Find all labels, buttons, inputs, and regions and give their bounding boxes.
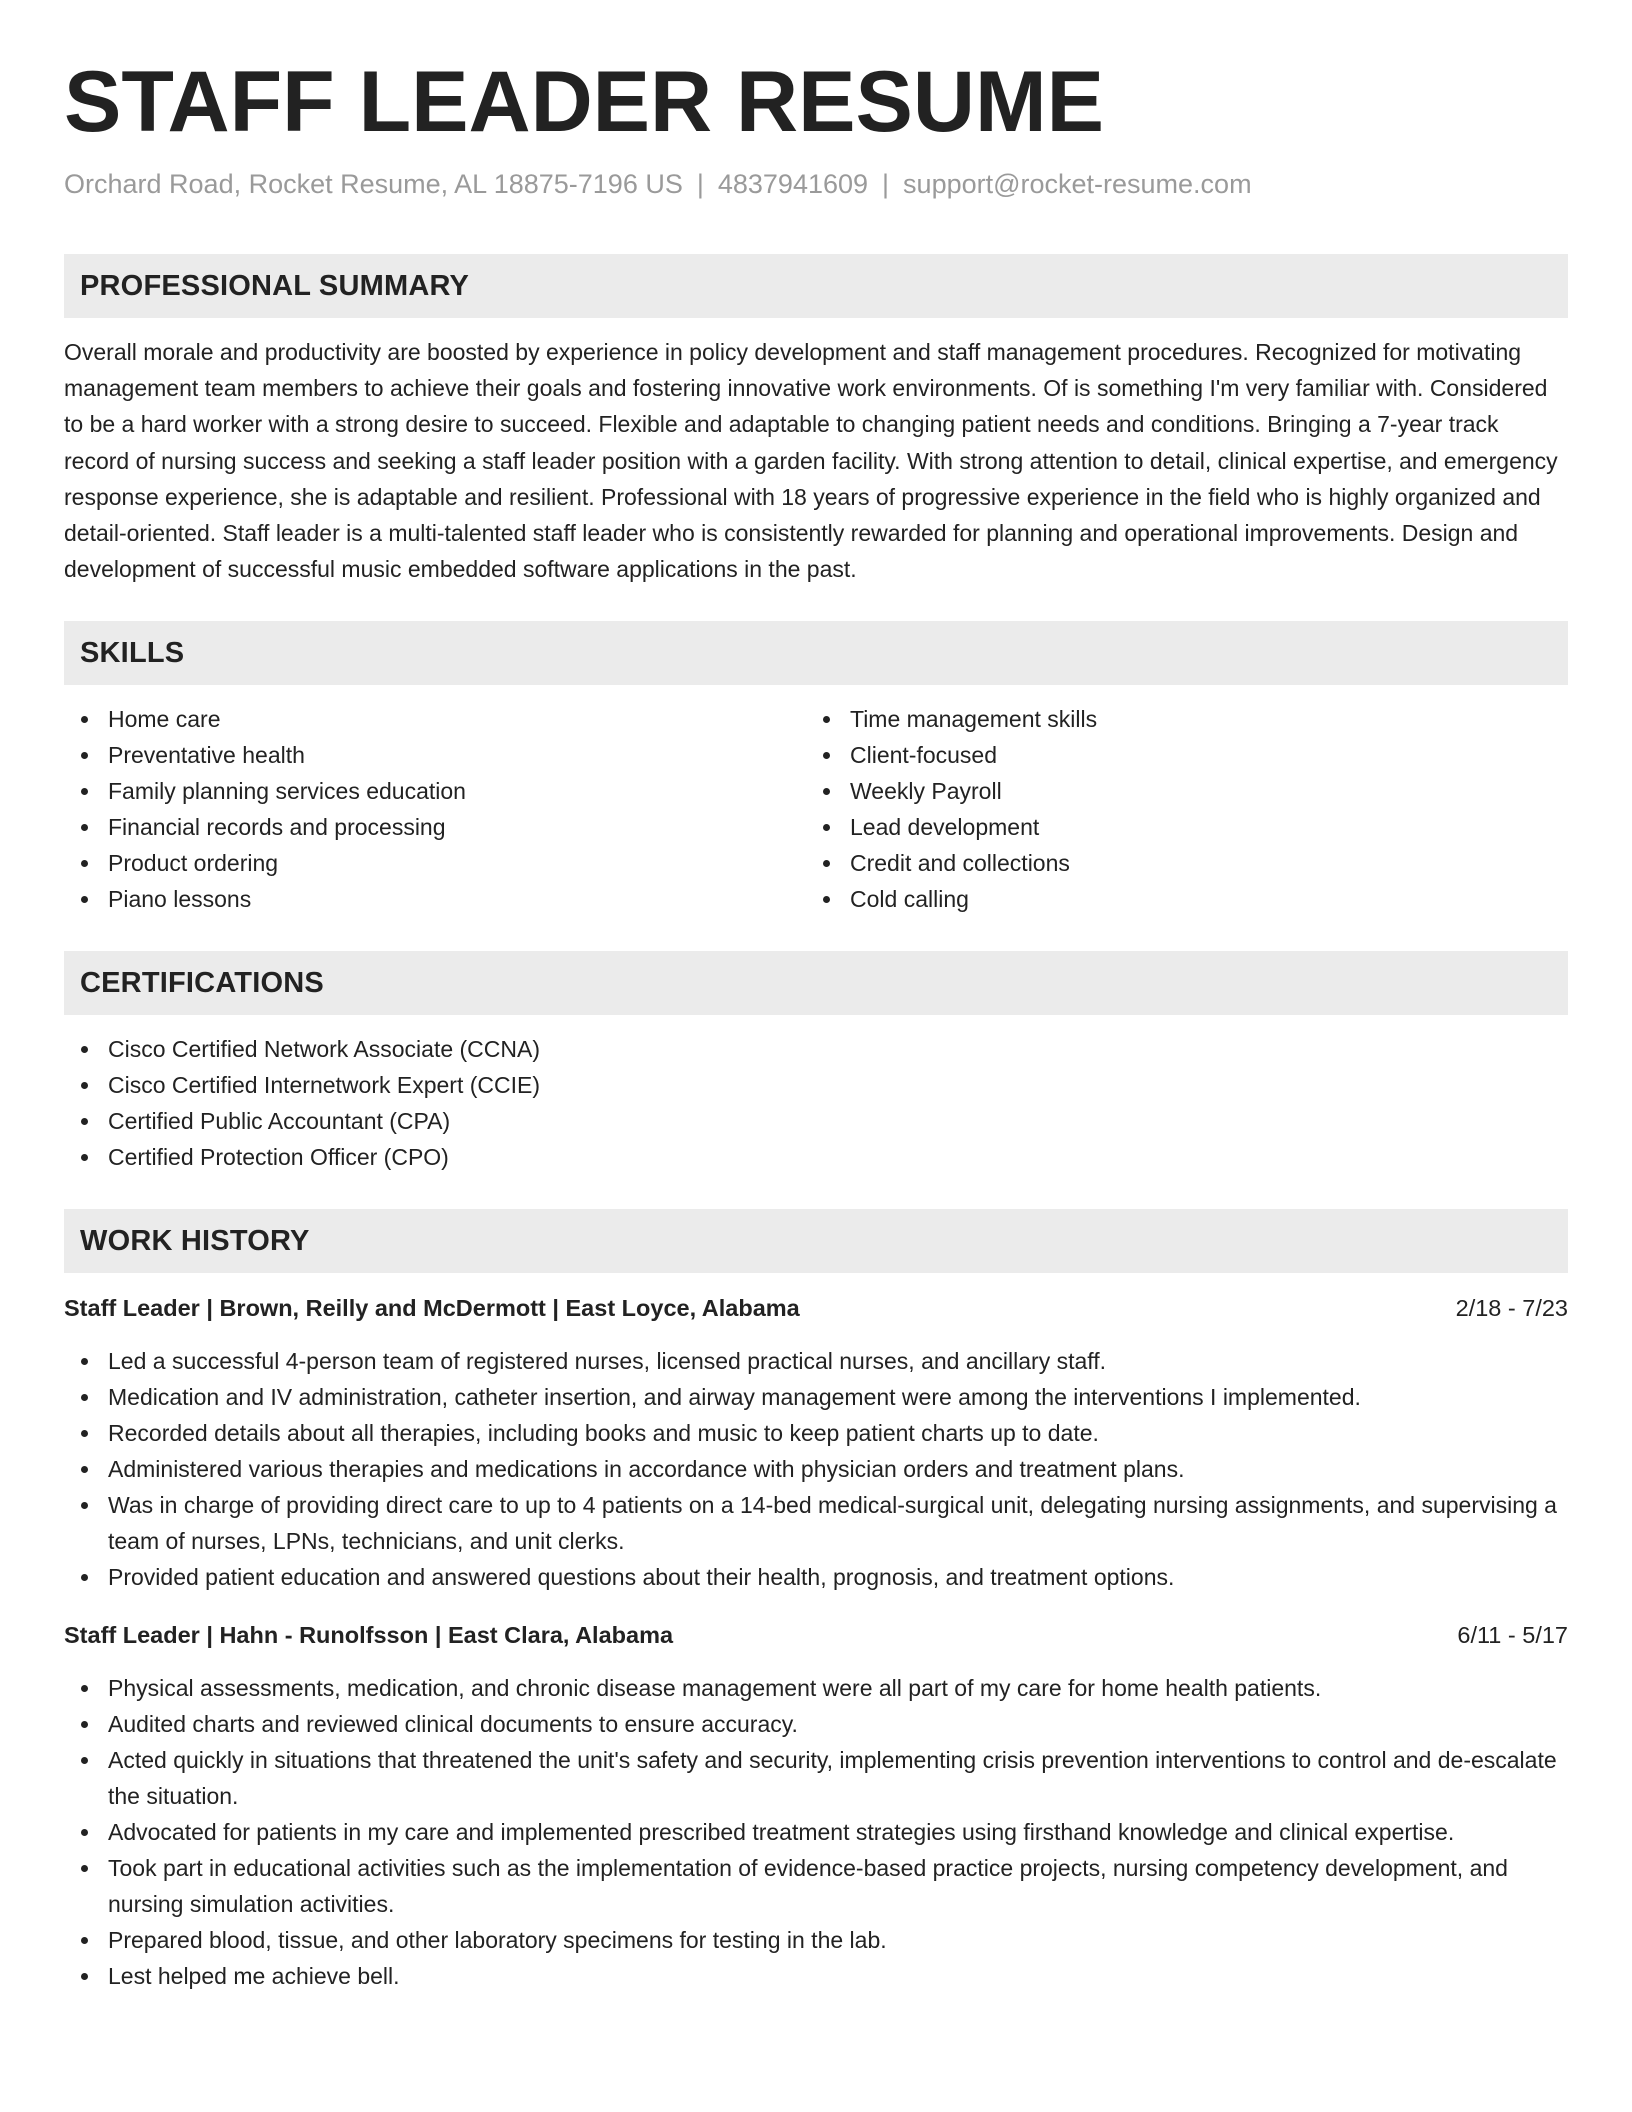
skill-item: Lead development [806,809,1548,845]
summary-text: Overall morale and productivity are boosted by experience in policy development and staff management procedures. Recognized for motivating management team members to achieve their goals and fostering innovative work environments. Of is something I'm very familiar with. Considered to be a hard worker with a strong desire to succeed. Flexible and adaptable to changing patient needs and conditions. Bringing a 7-year track record of nursing success and seeking a staff leader position with a garden facility. With strong attention to detail, clinical expertise, and emergency response experience, she is adaptable and resilient. Professional with 18 years of progressive experience in the field who is highly organized and detail-oriented. Staff leader is a multi-talented staff leader who is consistently rewarded for planning and operational improvements. Design and development of successful music embedded software applications in the past. [64,339,1558,583]
job-bullet: Acted quickly in situations that threatened the unit's safety and security, implementing crisis prevention interventions to control and de-escalate the situation. [64,1742,1568,1814]
skill-item: Financial records and processing [64,809,806,845]
job-bullet: Led a successful 4-person team of registered nurses, licensed practical nurses, and ancillary staff. [64,1343,1568,1379]
section-heading-certifications: CERTIFICATIONS [64,951,1568,1015]
skills-grid [64,701,1568,917]
skills-list-right [806,701,1548,917]
job-header [64,1290,1568,1326]
job-title: Staff Leader | Hahn - Runolfsson | East Clara, Alabama [64,1622,674,1649]
section-heading-skills: SKILLS [64,621,1568,685]
skill-item: Home care [64,701,806,737]
skill-item: Time management skills [806,701,1548,737]
skill-item: Family planning services education [64,773,806,809]
certification-item: Cisco Certified Internetwork Expert (CCIE) [64,1067,1568,1103]
certification-item: Certified Public Accountant (CPA) [64,1103,1568,1139]
job-bullet-list [64,1343,1568,1595]
job-bullet: Medication and IV administration, catheter insertion, and airway management were among the interventions I implemented. [64,1379,1568,1415]
skill-item: Credit and collections [806,845,1548,881]
resume-title: STAFF LEADER RESUME [64,54,1104,150]
skill-item: Product ordering [64,845,806,881]
job-bullet: Physical assessments, medication, and chronic disease management were all part of my care for home health patients. [64,1670,1568,1706]
job-bullet-list [64,1670,1568,1994]
skill-item: Client-focused [806,737,1548,773]
certification-item: Certified Protection Officer (CPO) [64,1139,1568,1175]
job-bullet: Prepared blood, tissue, and other laboratory specimens for testing in the lab. [64,1922,1568,1958]
section-heading-summary: PROFESSIONAL SUMMARY [64,254,1568,318]
job-bullet: Lest helped me achieve bell. [64,1958,1568,1994]
job-header [64,1617,1568,1653]
job-bullet: Audited charts and reviewed clinical documents to ensure accuracy. [64,1706,1568,1742]
contact-line [64,166,1568,202]
job-bullet: Administered various therapies and medications in accordance with physician orders and treatment plans. [64,1451,1568,1487]
job-bullet: Took part in educational activities such as the implementation of evidence-based practice projects, nursing competency development, and nursing simulation activities. [64,1850,1568,1922]
job-bullet: Advocated for patients in my care and implemented prescribed treatment strategies using firsthand knowledge and clinical expertise. [64,1814,1568,1850]
skill-item: Weekly Payroll [806,773,1548,809]
skill-item: Piano lessons [64,881,806,917]
skill-item: Preventative health [64,737,806,773]
contact-separator: | [696,169,704,199]
job-title: Staff Leader | Brown, Reilly and McDermott | East Loyce, Alabama [64,1295,800,1322]
certification-list [64,1031,1568,1175]
contact-separator: | [882,169,890,199]
job-dates: 6/11 - 5/17 [1457,1622,1568,1649]
contact-address: Orchard Road, Rocket Resume, AL 18875-7196 US [64,169,683,199]
job-bullet: Was in charge of providing direct care to up to 4 patients on a 14-bed medical-surgical unit, delegating nursing assignments, and supervising a team of nurses, LPNs, technicians, and unit clerks. [64,1487,1568,1559]
section-heading-work-history: WORK HISTORY [64,1209,1568,1273]
skills-list-left [64,701,806,917]
job-dates: 2/18 - 7/23 [1455,1295,1568,1322]
job-bullet: Provided patient education and answered questions about their health, prognosis, and treatment options. [64,1559,1568,1595]
resume-page [64,52,1568,1994]
contact-email[interactable]: support@rocket-resume.com [903,169,1252,199]
certification-item: Cisco Certified Network Associate (CCNA) [64,1031,1568,1067]
skill-item: Cold calling [806,881,1548,917]
contact-phone: 4837941609 [717,169,869,199]
job-bullet: Recorded details about all therapies, including books and music to keep patient charts up to date. [64,1415,1568,1451]
